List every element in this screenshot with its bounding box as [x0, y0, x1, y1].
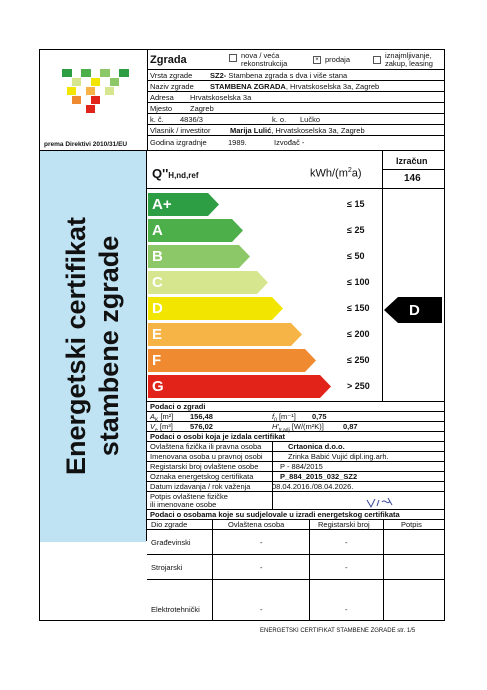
participant-dio: Elektrotehnički [151, 605, 200, 614]
class-d-limit: ≤ 150 [347, 303, 370, 313]
footer-text: ENERGETSKI CERTIFIKAT STAMBENE ZGRADE str. 1/5 [260, 628, 416, 634]
vlasnik-label: Vlasnik / investitor [150, 126, 211, 135]
class-g-limit: > 250 [347, 381, 370, 391]
adresa-value: Hrvatskoselska 3a [190, 93, 252, 102]
class-a-limit: ≤ 25 [347, 225, 365, 235]
vrsta-value: SZ2- Stambena zgrada s dva i više stana [210, 71, 348, 80]
energy-logo [40, 50, 147, 149]
participant-broj: - [345, 563, 348, 572]
col-registarski-broj: Registarski broj [318, 520, 370, 529]
naziv-label: Naziv zgrade [150, 82, 194, 91]
class-e-letter: E [152, 326, 163, 343]
osoba-row-value: Crtaonica d.o.o. [288, 442, 345, 451]
class-c-shape [148, 271, 269, 294]
godina-label: Godina izgradnje [150, 138, 207, 147]
adresa-label: Adresa [150, 93, 174, 102]
col-ovlastena-osoba: Ovlaštena osoba [228, 520, 285, 529]
f0-label: $f_0$ [m⁻¹] [272, 412, 296, 424]
kc-label: k. č. [150, 115, 164, 124]
class-b-limit: ≤ 50 [347, 251, 365, 261]
ht-value: 0,87 [343, 422, 358, 431]
mjesto-label: Mjesto [150, 104, 173, 113]
class-d-shape [148, 297, 284, 320]
podaci-zgradi-heading: Podaci o zgradi [150, 402, 206, 411]
osoba-row-label: Oznaka energetskog certifikata [150, 472, 254, 481]
checkbox-iznajmljivanje[interactable] [373, 56, 381, 64]
ht-label: $H'_{tr,adj}$ [W/(m²K)] [272, 422, 324, 434]
kc-value: 4836/3 [180, 115, 203, 124]
podaci-osobi-heading: Podaci o osobi koja je izdala certifikat [150, 432, 286, 441]
osoba-row-label: Registarski broj ovlaštene osobe [150, 462, 259, 471]
class-e-shape [148, 323, 303, 346]
potpis-label-line2: ili imenovane osobe [150, 500, 217, 509]
vlasnik-value: Marija Lulić, Hrvatskoselska 3a, Zagreb [230, 126, 365, 135]
participant-dio: Građevinski [151, 538, 191, 547]
podaci-osobama-heading: Podaci o osobama koje su sudjelovale u izradi energetskog certifikata [150, 510, 400, 519]
current-class-letter: D [409, 302, 420, 319]
osoba-row-value: Zrinka Babić Vujić dipl.ing.arh. [288, 452, 389, 461]
class-g-letter: G [152, 378, 164, 395]
class-a-letter: A [152, 222, 163, 239]
f0-value: 0,75 [312, 412, 327, 421]
participant-dio: Strojarski [151, 563, 183, 572]
osoba-row-label: Datum izdavanja / rok važenja [150, 482, 251, 491]
sidebar-title-line1: Energetski certifikat [61, 216, 91, 476]
class-g-shape [148, 375, 332, 398]
participant-osoba: - [260, 538, 263, 547]
vrsta-label: Vrsta zgrade [150, 71, 193, 80]
checkbox-prodaja[interactable]: × [313, 56, 321, 64]
osoba-row-value: P_884_2015_032_SZ2 [280, 472, 358, 481]
ak-value: 156,48 [190, 412, 213, 421]
ve-label: $V_e$ [m³] [150, 422, 173, 434]
ko-value: Lučko [300, 115, 321, 124]
col-dio-zgrade: Dio zgrade [151, 520, 188, 529]
naziv-value: STAMBENA ZGRADA, Hrvatskoselska 3a, Zagreb [210, 82, 380, 91]
class-c-limit: ≤ 100 [347, 277, 370, 287]
participant-broj: - [345, 538, 348, 547]
participant-broj: - [345, 605, 348, 614]
class-aplus-letter: A+ [152, 196, 172, 213]
izvodac-label: Izvođač - [274, 138, 305, 147]
class-f-shape [148, 349, 317, 372]
ak-label: $A_K$ [m²] [150, 412, 174, 424]
directive-label: prema Direktivi 2010/31/EU [44, 141, 128, 148]
zgrada-title: Zgrada [150, 54, 187, 66]
ko-label: k. o. [272, 115, 287, 124]
sidebar-title-line2: stambene zgrade [94, 235, 124, 457]
osoba-row-label: Imenovana osoba u pravnoj osobi [150, 452, 263, 461]
participant-osoba: - [260, 605, 263, 614]
osoba-row-value: P - 884/2015 [280, 462, 323, 471]
class-b-letter: B [152, 248, 163, 265]
class-f-limit: ≤ 250 [347, 355, 370, 365]
col-potpis: Potpis [401, 520, 422, 529]
signature-image [365, 496, 395, 510]
logo-area [40, 50, 147, 149]
energy-quantity: Q''H,nd,ref [152, 166, 199, 181]
izracun-value: 146 [404, 173, 421, 184]
class-d-letter: D [152, 300, 163, 317]
class-b-shape [148, 245, 251, 268]
osoba-row-label: Ovlaštena fizička ili pravna osoba [150, 442, 262, 451]
godina-value: 1989. [228, 138, 247, 147]
class-aplus-limit: ≤ 15 [347, 199, 365, 209]
checkbox-nova[interactable] [229, 54, 237, 62]
mjesto-value: Zagreb [190, 104, 214, 113]
class-f-letter: F [152, 352, 162, 369]
potpis-label-line1: Potpis ovlaštene fizičke [150, 492, 228, 501]
izracun-label: Izračun [396, 156, 428, 166]
ve-value: 576,02 [190, 422, 213, 431]
osoba-row-value: 08.04.2016./08.04.2026. [272, 482, 354, 491]
class-c-letter: C [152, 274, 163, 291]
participant-osoba: - [260, 563, 263, 572]
class-e-limit: ≤ 200 [347, 329, 370, 339]
energy-unit: kWh/$(m^2a)$ [310, 167, 362, 180]
